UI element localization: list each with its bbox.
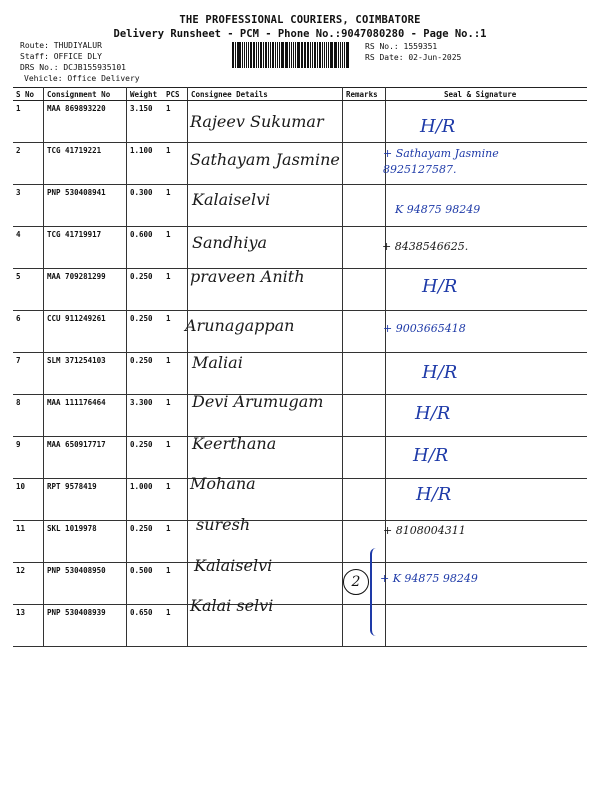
- table-header-row: [13, 88, 587, 101]
- runsheet-meta-right: [365, 41, 461, 63]
- sno-cell: 9: [13, 437, 44, 479]
- sno-cell: 10: [13, 479, 44, 521]
- barcode-bar: [312, 42, 313, 68]
- barcode-bar: [275, 42, 277, 68]
- pcs-cell: 1: [163, 521, 188, 563]
- remarks-cell: [343, 143, 386, 185]
- handwritten-consignee: Maliai: [192, 353, 243, 372]
- consignment-cell: PNP 530408939: [44, 605, 127, 647]
- handwritten-consignee: suresh: [196, 515, 251, 534]
- remarks-cell: [343, 185, 386, 227]
- handwritten-signature: + 8438546625.: [382, 240, 469, 253]
- weight-cell: 0.250: [127, 437, 164, 479]
- barcode-bar: [232, 42, 234, 68]
- barcode-bar: [246, 42, 247, 68]
- bracket-mark: [370, 548, 380, 636]
- remarks-cell: [343, 227, 386, 269]
- pcs-cell: 1: [163, 185, 188, 227]
- pcs-cell: 1: [163, 563, 188, 605]
- col-header-weight: Weight: [127, 88, 164, 101]
- document-subtitle: Delivery Runsheet - PCM - Phone No.:9047080280 - Page No.:1: [113, 28, 487, 40]
- handwritten-consignee: Rajeev Sukumar: [190, 112, 324, 131]
- barcode-bar: [270, 42, 271, 68]
- barcode-bar: [314, 42, 317, 68]
- col-header-sno: S No: [13, 88, 44, 101]
- pcs-cell: 1: [163, 605, 188, 647]
- table-row: [13, 185, 587, 227]
- circled-annotation: 2: [343, 569, 369, 595]
- barcode-bar: [242, 42, 243, 68]
- staff-field: Staff: OFFICE DLY: [20, 52, 102, 61]
- handwritten-signature: + K 94875 98249: [380, 572, 478, 585]
- barcode-bar: [281, 42, 284, 68]
- barcode-bar: [260, 42, 262, 68]
- remarks-cell: [343, 479, 386, 521]
- handwritten-signature: H/R: [422, 276, 458, 297]
- barcode-bar: [237, 42, 238, 68]
- barcode-bar: [328, 42, 329, 68]
- barcode-bar: [256, 42, 257, 68]
- weight-cell: 0.650: [127, 605, 164, 647]
- document-title: THE PROFESSIONAL COURIERS, COIMBATORE: [179, 14, 421, 26]
- handwritten-consignee: Sathayam Jasmine: [190, 150, 340, 169]
- consignment-cell: TCG 41719221: [44, 143, 127, 185]
- handwritten-signature: + 9003665418: [383, 322, 466, 335]
- barcode-bar: [244, 42, 246, 68]
- barcode-bar: [263, 42, 264, 68]
- barcode-bar: [342, 42, 344, 68]
- table-row: [13, 521, 587, 563]
- consignment-cell: PNP 530408941: [44, 185, 127, 227]
- barcode-bar: [317, 42, 318, 68]
- barcode-bar: [297, 42, 300, 68]
- remarks-cell: [343, 269, 386, 311]
- barcode-bar: [346, 42, 349, 68]
- drs-field: DRS No.: DCJB155935101: [20, 63, 126, 72]
- remarks-cell: [343, 311, 386, 353]
- handwritten-consignee: Kalaiselvi: [194, 556, 273, 575]
- handwritten-consignee: Kalai selvi: [190, 596, 274, 615]
- barcode-bar: [248, 42, 249, 68]
- consignment-cell: PNP 530408950: [44, 563, 127, 605]
- pcs-cell: 1: [163, 437, 188, 479]
- barcode-bar: [305, 42, 306, 68]
- barcode-bar: [289, 42, 290, 68]
- barcode-bar: [291, 42, 292, 68]
- handwritten-consignee: Sandhiya: [192, 233, 268, 252]
- col-header-remarks: Remarks: [343, 88, 386, 101]
- col-header-pcs: PCS: [163, 88, 188, 101]
- weight-cell: 1.100: [127, 143, 164, 185]
- barcode-bar: [324, 42, 326, 68]
- barcode-bar: [285, 42, 286, 68]
- rs-number-field: RS No.: 1559351: [365, 42, 438, 51]
- handwritten-consignee: Keerthana: [192, 434, 277, 453]
- pcs-cell: 1: [163, 269, 188, 311]
- table-row: [13, 227, 587, 269]
- handwritten-consignee: Arunagappan: [185, 316, 295, 335]
- barcode-bar: [310, 42, 311, 68]
- barcode-bar: [235, 42, 236, 68]
- remarks-cell: [343, 353, 386, 395]
- pcs-cell: 1: [163, 479, 188, 521]
- sno-cell: 4: [13, 227, 44, 269]
- pcs-cell: 1: [163, 143, 188, 185]
- barcode-bar: [340, 42, 341, 68]
- barcode-bar: [338, 42, 339, 68]
- weight-cell: 0.250: [127, 269, 164, 311]
- barcode-bar: [265, 42, 268, 68]
- barcode-bar: [293, 42, 295, 68]
- barcode-bar: [268, 42, 269, 68]
- handwritten-signature: + 8108004311: [383, 524, 466, 537]
- sno-cell: 6: [13, 311, 44, 353]
- consignment-cell: MAA 869893220: [44, 101, 127, 143]
- col-header-signature: Seal & Signature: [386, 88, 588, 101]
- remarks-cell: [343, 395, 386, 437]
- signature-cell: [386, 353, 588, 395]
- barcode: [232, 42, 350, 68]
- barcode-bar: [286, 42, 288, 68]
- barcode-bar: [335, 42, 337, 68]
- vehicle-field: Vehicle: Office Delivery: [24, 74, 140, 83]
- pcs-cell: 1: [163, 101, 188, 143]
- signature-cell: [386, 605, 588, 647]
- consignment-cell: CCU 911249261: [44, 311, 127, 353]
- sno-cell: 13: [13, 605, 44, 647]
- handwritten-consignee: Kalaiselvi: [192, 190, 271, 209]
- weight-cell: 3.150: [127, 101, 164, 143]
- route-field: Route: THUDIYALUR: [20, 41, 102, 50]
- col-header-consignment: Consignment No: [44, 88, 127, 101]
- barcode-bar: [301, 42, 303, 68]
- handwritten-signature: H/R: [415, 403, 451, 424]
- sno-cell: 8: [13, 395, 44, 437]
- weight-cell: 1.000: [127, 479, 164, 521]
- consignment-cell: SKL 1019978: [44, 521, 127, 563]
- handwritten-signature: K 94875 98249: [395, 203, 481, 216]
- pcs-cell: 1: [163, 227, 188, 269]
- handwritten-signature: + Sathayam Jasmine 8925127587.: [383, 147, 499, 176]
- weight-cell: 0.250: [127, 353, 164, 395]
- handwritten-signature: H/R: [422, 362, 458, 383]
- barcode-bar: [277, 42, 278, 68]
- sno-cell: 12: [13, 563, 44, 605]
- barcode-bar: [272, 42, 274, 68]
- barcode-bar: [304, 42, 305, 68]
- signature-cell: [386, 269, 588, 311]
- barcode-bar: [258, 42, 259, 68]
- rs-date-field: RS Date: 02-Jun-2025: [365, 53, 462, 62]
- barcode-bar: [334, 42, 335, 68]
- barcode-bar: [344, 42, 345, 68]
- table-row: [13, 605, 587, 647]
- remarks-cell: [343, 101, 386, 143]
- consignment-cell: MAA 111176464: [44, 395, 127, 437]
- barcode-bar: [319, 42, 321, 68]
- barcode-bar: [250, 42, 252, 68]
- pcs-cell: 1: [163, 311, 188, 353]
- weight-cell: 0.250: [127, 311, 164, 353]
- sno-cell: 3: [13, 185, 44, 227]
- barcode-bar: [326, 42, 327, 68]
- barcode-bar: [322, 42, 323, 68]
- weight-cell: 0.250: [127, 521, 164, 563]
- barcode-bar: [253, 42, 256, 68]
- table-row: [13, 563, 587, 605]
- pcs-cell: 1: [163, 395, 188, 437]
- table-row: [13, 437, 587, 479]
- handwritten-signature: H/R: [416, 484, 452, 505]
- sno-cell: 7: [13, 353, 44, 395]
- handwritten-consignee: praveen Anith: [190, 267, 305, 286]
- signature-cell: [386, 101, 588, 143]
- handwritten-signature: H/R: [420, 116, 456, 137]
- table-row: [13, 311, 587, 353]
- weight-cell: 0.600: [127, 227, 164, 269]
- consignment-cell: MAA 650917717: [44, 437, 127, 479]
- sno-cell: 1: [13, 101, 44, 143]
- barcode-bar: [307, 42, 309, 68]
- col-header-consignee: Consignee Details: [188, 88, 343, 101]
- barcode-bar: [330, 42, 333, 68]
- consignment-cell: TCG 41719917: [44, 227, 127, 269]
- remarks-cell: [343, 437, 386, 479]
- table-row: [13, 479, 587, 521]
- consignment-cell: RPT 9578419: [44, 479, 127, 521]
- consignment-cell: MAA 709281299: [44, 269, 127, 311]
- barcode-bar: [238, 42, 241, 68]
- sno-cell: 5: [13, 269, 44, 311]
- sno-cell: 11: [13, 521, 44, 563]
- runsheet-meta-left: [20, 40, 140, 84]
- consignment-cell: SLM 371254103: [44, 353, 127, 395]
- handwritten-consignee: Mohana: [190, 474, 256, 493]
- handwritten-signature: H/R: [413, 445, 449, 466]
- table-row: [13, 353, 587, 395]
- pcs-cell: 1: [163, 353, 188, 395]
- weight-cell: 3.300: [127, 395, 164, 437]
- sno-cell: 2: [13, 143, 44, 185]
- barcode-bar: [295, 42, 296, 68]
- weight-cell: 0.300: [127, 185, 164, 227]
- handwritten-consignee: Devi Arumugam: [192, 392, 324, 411]
- barcode-bar: [279, 42, 280, 68]
- weight-cell: 0.500: [127, 563, 164, 605]
